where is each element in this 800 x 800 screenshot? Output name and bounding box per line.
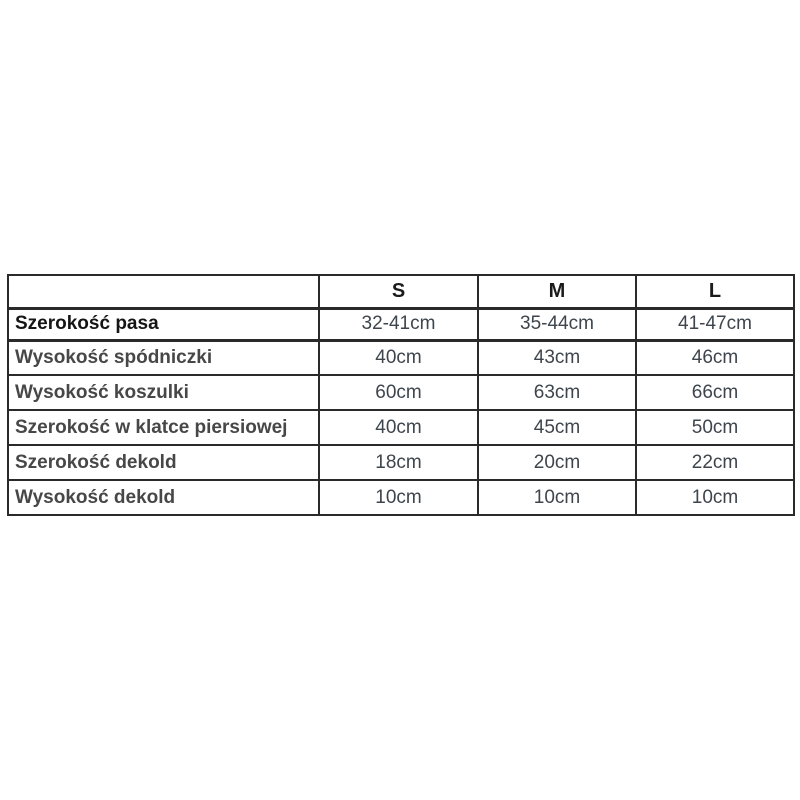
row-label: Wysokość spódniczki	[8, 340, 319, 375]
table-row	[8, 340, 794, 375]
cell-value: 63cm	[478, 375, 636, 410]
corner-header-cell	[8, 275, 319, 308]
cell-value: 46cm	[636, 340, 794, 375]
header-row	[8, 275, 794, 308]
row-label: Szerokość dekold	[8, 445, 319, 480]
cell-value: 32-41cm	[319, 308, 478, 340]
row-label: Wysokość dekold	[8, 480, 319, 515]
cell-value: 40cm	[319, 340, 478, 375]
row-label: Szerokość pasa	[8, 308, 319, 340]
cell-value: 40cm	[319, 410, 478, 445]
table-row	[8, 375, 794, 410]
cell-value: 35-44cm	[478, 308, 636, 340]
cell-value: 41-47cm	[636, 308, 794, 340]
cell-value: 10cm	[478, 480, 636, 515]
table-row	[8, 308, 794, 340]
table-row	[8, 445, 794, 480]
cell-value: 45cm	[478, 410, 636, 445]
column-header-l: L	[636, 275, 794, 308]
table-row	[8, 410, 794, 445]
column-header-m: M	[478, 275, 636, 308]
row-label: Szerokość w klatce piersiowej	[8, 410, 319, 445]
cell-value: 18cm	[319, 445, 478, 480]
cell-value: 20cm	[478, 445, 636, 480]
cell-value: 10cm	[319, 480, 478, 515]
column-header-s: S	[319, 275, 478, 308]
size-chart-header	[8, 275, 794, 308]
size-chart-table	[7, 274, 795, 516]
table-row	[8, 480, 794, 515]
row-label: Wysokość koszulki	[8, 375, 319, 410]
cell-value: 60cm	[319, 375, 478, 410]
cell-value: 22cm	[636, 445, 794, 480]
cell-value: 10cm	[636, 480, 794, 515]
size-chart-body	[8, 308, 794, 515]
cell-value: 66cm	[636, 375, 794, 410]
cell-value: 50cm	[636, 410, 794, 445]
cell-value: 43cm	[478, 340, 636, 375]
